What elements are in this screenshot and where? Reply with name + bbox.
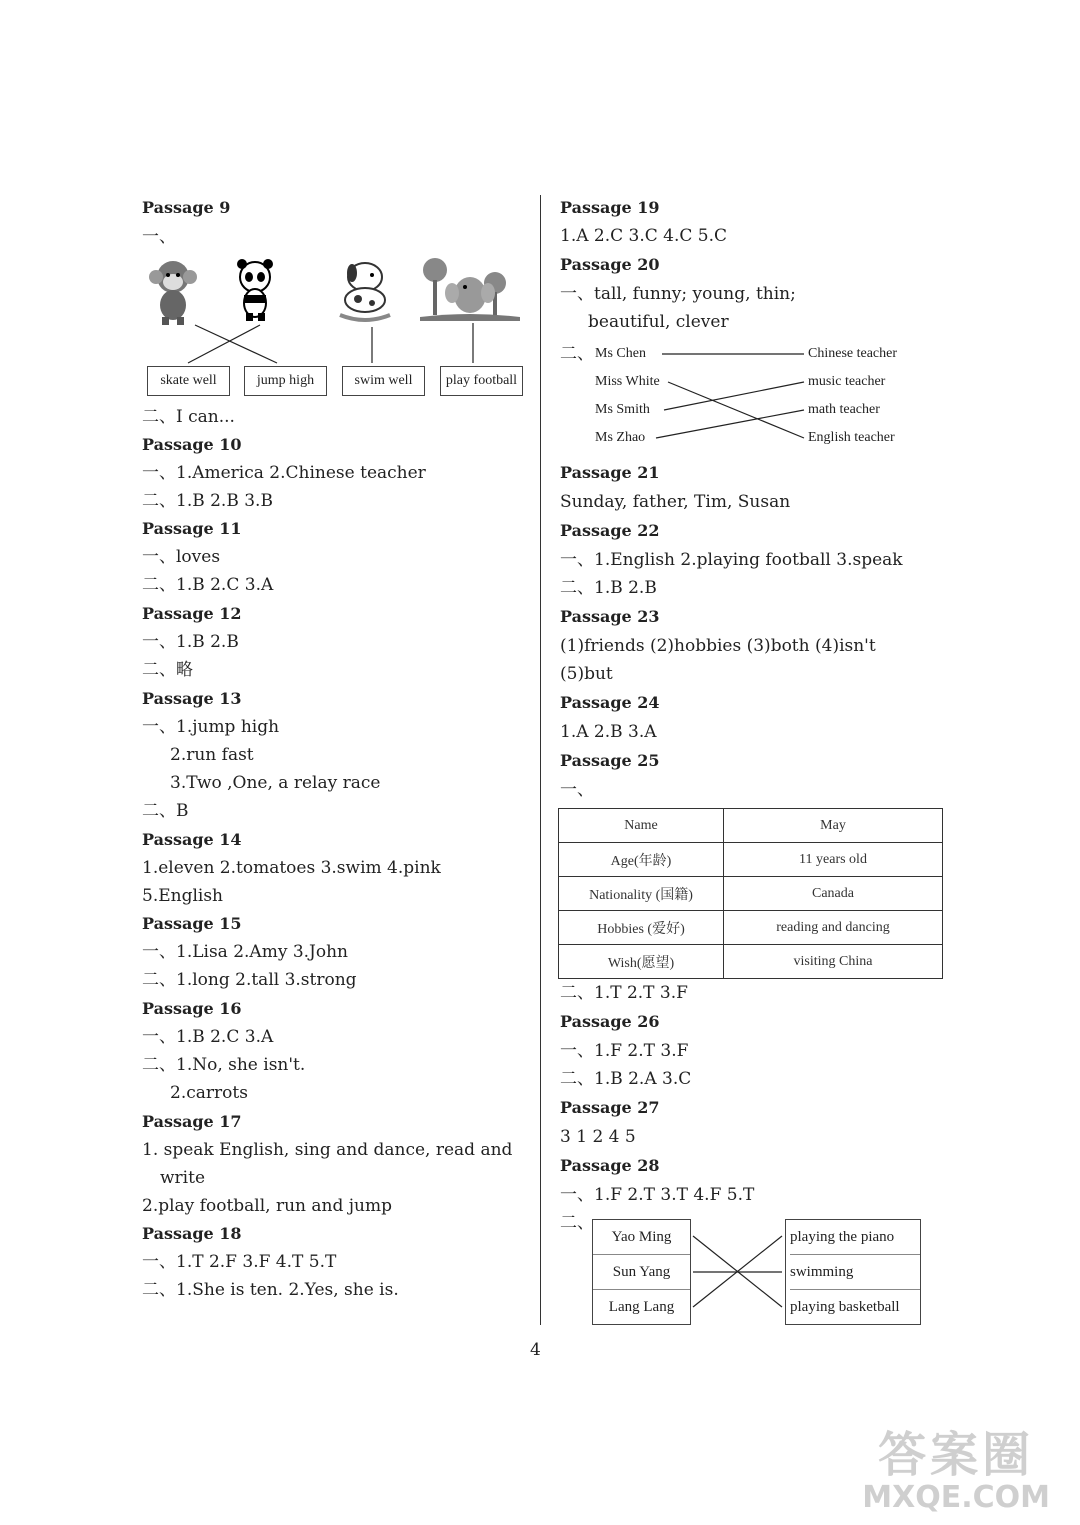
p20-q2: 二、 [560,344,594,364]
watermark-logo: 答案圈 MXQE.COM [862,1427,1050,1515]
p15-l1: 一、1.Lisa 2.Amy 3.John [142,942,349,962]
p28-q2: 二、 [560,1213,594,1233]
p28-people-list [592,1219,691,1325]
p10-l2: 二、1.B 2.B 3.B [142,491,273,511]
p18-l1: 一、1.T 2.F 3.F 4.T 5.T [142,1252,337,1272]
passage-19-title: Passage 19 [560,198,660,217]
table-cell: Hobbies (爱好) [559,911,724,945]
table-cell: Wish(愿望) [559,945,724,979]
p20-role-2: music teacher [808,374,886,389]
table-cell: Name [559,809,724,843]
passage-23-title: Passage 23 [560,607,660,626]
p28-match-lines [690,1219,785,1324]
p20-l2: beautiful, clever [588,312,729,332]
p20-role-4: English teacher [808,430,895,445]
list-item: playing the piano [790,1220,920,1255]
passage-21-title: Passage 21 [560,463,660,482]
p13-l4: 二、B [142,801,189,821]
label-swim-well: swim well [342,366,425,396]
p13-l1: 一、1.jump high [142,717,280,737]
p14-l1: 1.eleven 2.tomatoes 3.swim 4.pink [142,858,441,878]
p23-l1: (1)friends (2)hobbies (3)both (4)isn't [560,636,876,656]
passage-26-title: Passage 26 [560,1012,660,1031]
p11-l2: 二、1.B 2.C 3.A [142,575,274,595]
p9-q1: 一、 [142,227,176,247]
p25-info-table [558,808,943,979]
passage-18-title: Passage 18 [142,1224,242,1243]
page-number: 4 [530,1340,541,1360]
passage-16-title: Passage 16 [142,999,242,1018]
passage-24-title: Passage 24 [560,693,660,712]
table-cell: Canada [724,877,943,911]
p12-l1: 一、1.B 2.B [142,632,239,652]
p24-l1: 1.A 2.B 3.A [560,722,657,742]
p19-l1: 1.A 2.C 3.C 4.C 5.C [560,226,728,246]
passage-17-title: Passage 17 [142,1112,242,1131]
table-row [559,843,943,877]
p16-l2: 二、1.No, she isn't. [142,1055,306,1075]
p20-name-2: Miss White [595,374,660,389]
p18-l2: 二、1.She is ten. 2.Yes, she is. [142,1280,399,1300]
passage-15-title: Passage 15 [142,914,242,933]
p15-l2: 二、1.long 2.tall 3.strong [142,970,357,990]
table-cell: Nationality (国籍) [559,877,724,911]
label-play-football: play football [440,366,523,396]
p21-l1: Sunday, father, Tim, Susan [560,492,791,512]
elephant-icon [420,258,520,321]
passage-14-title: Passage 14 [142,830,242,849]
column-divider [540,195,541,1325]
p28-l1: 一、1.F 2.T 3.T 4.F 5.T [560,1185,755,1205]
p13-l3: 3.Two ,One, a relay race [170,773,381,793]
p20-name-4: Ms Zhao [595,430,646,445]
label-skate-well: skate well [147,366,230,396]
p10-l1: 一、1.America 2.Chinese teacher [142,463,426,483]
p11-l1: 一、loves [142,547,221,567]
passage-28-title: Passage 28 [560,1156,660,1175]
table-row [559,911,943,945]
p16-l1: 一、1.B 2.C 3.A [142,1027,274,1047]
p22-l2: 二、1.B 2.B [560,578,657,598]
p14-l2: 5.English [142,886,224,906]
p20-l1: 一、tall, funny; young, thin; [560,284,796,304]
p20-role-1: Chinese teacher [808,346,898,361]
p17-l1: 1. speak English, sing and dance, read and [142,1140,513,1160]
panda-icon [237,259,273,321]
p20-match-lines [650,346,810,446]
table-row [559,809,943,843]
passage-27-title: Passage 27 [560,1098,660,1117]
passage-12-title: Passage 12 [142,604,242,623]
passage-20-title: Passage 20 [560,255,660,274]
passage-13-title: Passage 13 [142,689,242,708]
p26-l2: 二、1.B 2.A 3.C [560,1069,692,1089]
passage-25-title: Passage 25 [560,751,660,770]
p22-l1: 一、1.English 2.playing football 3.speak [560,550,903,570]
table-cell: visiting China [724,945,943,979]
p20-name-3: Ms Smith [595,402,650,417]
p20-role-3: math teacher [808,402,880,417]
passage-11-title: Passage 11 [142,519,242,538]
table-cell: reading and dancing [724,911,943,945]
monkey-icon [149,261,197,325]
p17-l2: write [160,1168,206,1188]
passage-10-title: Passage 10 [142,435,242,454]
p12-l2: 二、略 [142,660,193,680]
table-cell: May [724,809,943,843]
p25-q1: 一、 [560,780,594,800]
dog-icon [340,263,390,320]
table-row [559,877,943,911]
p27-l1: 3 1 2 4 5 [560,1127,636,1147]
p25-l2: 二、1.T 2.T 3.F [560,983,688,1003]
passage-9-title: Passage 9 [142,198,231,217]
list-item: playing basketball [790,1299,900,1315]
p16-l3: 2.carrots [170,1083,248,1103]
p20-name-1: Ms Chen [595,346,646,361]
list-item: Sun Yang [593,1255,690,1290]
list-item: swimming [790,1255,920,1290]
p23-l2: (5)but [560,664,613,684]
p13-l2: 2.run fast [170,745,254,765]
label-jump-high: jump high [244,366,327,396]
p28-activities-list [785,1219,921,1325]
list-item: Lang Lang [608,1299,675,1315]
p17-l3: 2.play football, run and jump [142,1196,392,1216]
table-row [559,945,943,979]
table-cell: Age(年龄) [559,843,724,877]
passage-22-title: Passage 22 [560,521,660,540]
p9-q2: 二、I can... [142,407,235,427]
list-item: Yao Ming [593,1220,690,1255]
table-cell: 11 years old [724,843,943,877]
p26-l1: 一、1.F 2.T 3.F [560,1041,689,1061]
